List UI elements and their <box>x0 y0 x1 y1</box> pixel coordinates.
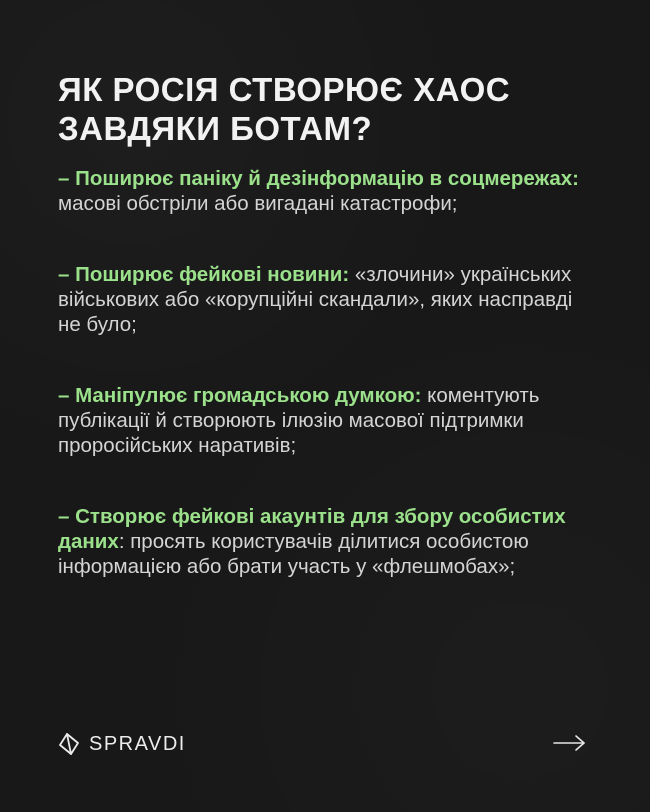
list-item <box>58 383 598 458</box>
item-highlight: – Поширює фейкові новини: <box>58 263 350 286</box>
item-highlight: – Створює фейкові акаунтів для збору особистих даних <box>58 505 566 553</box>
bullet-list <box>58 166 598 625</box>
item-text: : просять користувачів ділитися особистою інформацією або брати участь у «флешмобах»; <box>58 530 529 578</box>
arrow-right-icon[interactable] <box>553 733 587 753</box>
item-text: масові обстріли або вигадані катастрофи; <box>58 192 458 215</box>
list-item <box>58 504 598 579</box>
item-highlight: – Поширює паніку й дезінформацію в соцмережах: <box>58 167 579 190</box>
item-highlight: – Маніпулює громадською думкою: <box>58 384 422 407</box>
item-text: коментують публікації й створюють ілюзію масової підтримки проросійських наративів; <box>58 384 540 457</box>
page-title: ЯК РОСІЯ СТВОРЮЄ ХАОС ЗАВДЯКИ БОТАМ? <box>58 71 511 147</box>
brand-logo <box>58 731 186 757</box>
spravdi-logo-icon <box>58 732 80 756</box>
item-text: «злочини» українських військових або «корупційні скандали», яких насправді не було; <box>58 263 573 336</box>
brand-name: SPRAVDI <box>89 732 186 755</box>
list-item <box>58 262 598 337</box>
list-item <box>58 166 598 216</box>
